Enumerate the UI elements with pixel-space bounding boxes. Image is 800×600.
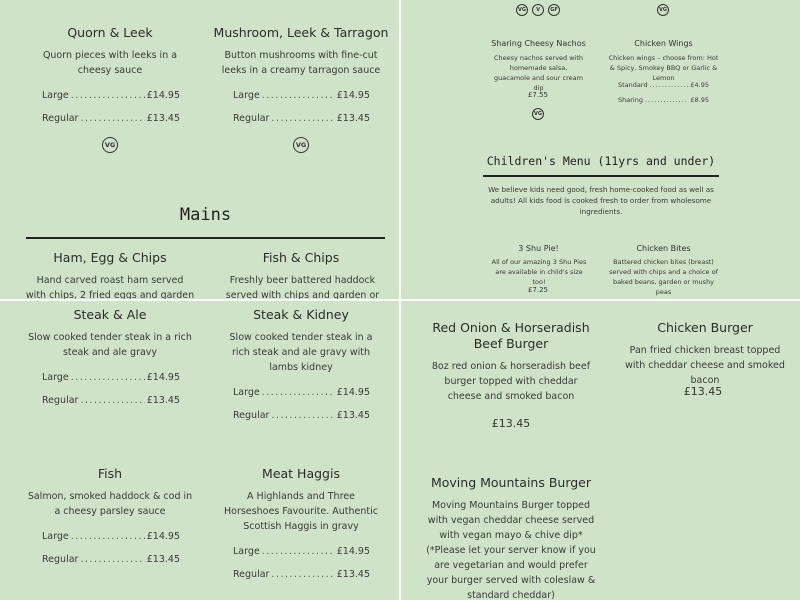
size-label: Large	[42, 531, 69, 542]
price-row-regular	[233, 410, 370, 421]
dish-desc-chicken-wings: Chicken wings – choose from: Hot & Spicy, Smokey BBQ or Garlic & Lemon	[608, 54, 719, 82]
dish-title-chicken-wings: Chicken Wings	[634, 39, 693, 48]
dish-desc-moving-mountains: Moving Mountains Burger topped with vegan cheddar cheese served with vegan mayo & chive dip* (*Please let your server know if you are vegetarian and would prefer your burger served with coleslaw & standard cheddar)	[426, 500, 596, 600]
price-value: £14.95	[146, 372, 180, 383]
price-chicken-burger: £13.45	[683, 385, 723, 398]
size-label: Large	[42, 372, 69, 383]
size-label: Large	[233, 387, 260, 398]
size-label: Large	[42, 90, 69, 101]
dish-desc-quorn-leek: Quorn pieces with leeks in a cheesy sauce	[42, 50, 178, 76]
size-label: Regular	[42, 395, 79, 406]
dot-leader	[262, 90, 335, 101]
kids-intro: We believe kids need good, fresh home-cooked food as well as adults! All kids food is cooked fresh to order from wholesome ingredients.	[488, 185, 714, 216]
price-row-large	[42, 372, 180, 383]
dish-title-moving-mountains: Moving Mountains Burger	[430, 475, 592, 490]
size-label: Regular	[233, 410, 270, 421]
price-value: £13.45	[336, 569, 370, 580]
vegetarian-badge-icon: VG	[516, 4, 528, 16]
dish-title-ham-egg-chips: Ham, Egg & Chips	[53, 250, 167, 265]
gluten-free-badge-icon: GF	[548, 4, 560, 16]
size-label: Large	[233, 546, 260, 557]
dot-leader	[271, 410, 334, 421]
dot-leader	[271, 569, 334, 580]
dot-leader	[71, 531, 145, 542]
price-row-large	[233, 546, 370, 557]
dish-title-steak-kidney: Steak & Kidney	[253, 307, 349, 322]
price-row-regular	[233, 569, 370, 580]
dot-leader	[645, 96, 688, 104]
price-row-sharing	[618, 96, 709, 104]
section-divider	[26, 237, 385, 239]
dish-desc-steak-kidney: Slow cooked tender steak in a rich steak and ale gravy with lambs kidney	[229, 332, 373, 373]
panel-pies-bottom	[0, 301, 399, 600]
size-label: Regular	[42, 113, 79, 124]
dot-leader	[271, 113, 334, 124]
vegetarian-badge-icon: VG	[532, 108, 544, 120]
price-value: £14.95	[336, 387, 370, 398]
price-shu-pie: £7.25	[527, 286, 549, 294]
size-label: Regular	[233, 569, 270, 580]
panel-pies-top	[0, 0, 399, 299]
size-label: Regular	[233, 113, 270, 124]
panel-starters-kids	[401, 0, 800, 299]
vegetarian-badge-icon: VG	[657, 4, 669, 16]
dish-desc-fish-chips: Freshly beer battered haddock served with chips and garden or	[225, 275, 380, 299]
vegetarian-badge-icon: VG	[293, 137, 309, 153]
price-value: £13.45	[146, 113, 180, 124]
size-label: Large	[233, 90, 260, 101]
size-label: Standard	[618, 81, 648, 89]
price-value: £13.45	[336, 410, 370, 421]
price-row-regular	[42, 113, 180, 124]
dot-leader	[80, 395, 144, 406]
section-divider	[483, 175, 719, 177]
dish-title-chicken-burger: Chicken Burger	[657, 320, 753, 335]
dish-title-meat-haggis: Meat Haggis	[262, 466, 340, 481]
price-value: £8.95	[690, 96, 709, 104]
dish-desc-shu-pie: All of our amazing 3 Shu Pies are available in child's size too!	[491, 258, 587, 286]
dish-title-mushroom-leek: Mushroom, Leek & Tarragon	[213, 25, 389, 40]
price-value: £14.95	[336, 90, 370, 101]
price-row-large	[233, 387, 370, 398]
section-title-kids: Children's Menu (11yrs and under)	[486, 154, 716, 168]
dish-title-steak-ale: Steak & Ale	[73, 307, 147, 322]
price-nachos: £7.55	[527, 91, 549, 99]
price-row-large	[42, 90, 180, 101]
price-row-large	[233, 90, 370, 101]
dish-title-chicken-bites: Chicken Bites	[636, 244, 691, 253]
price-value: £14.95	[336, 546, 370, 557]
dish-desc-mushroom-leek: Button mushrooms with fine-cut leeks in a creamy tarragon sauce	[221, 50, 381, 76]
price-row-regular	[233, 113, 370, 124]
dot-leader	[262, 387, 335, 398]
dish-title-quorn-leek: Quorn & Leek	[67, 25, 153, 40]
panel-burgers	[401, 301, 800, 600]
price-value: £13.45	[146, 554, 180, 565]
dot-leader	[71, 372, 145, 383]
price-value: £14.95	[146, 531, 180, 542]
dish-desc-meat-haggis: A Highlands and Three Horseshoes Favourite. Authentic Scottish Haggis in gravy	[224, 491, 378, 532]
price-row-large	[42, 531, 180, 542]
dish-desc-ham-egg-chips: Hand carved roast ham served with chips, 2 fried eggs and garden	[25, 275, 195, 299]
dish-title-fish: Fish	[97, 466, 123, 481]
vegetarian-badge-icon: VG	[102, 137, 118, 153]
dish-desc-fish: Salmon, smoked haddock & cod in a cheesy parsley sauce	[27, 491, 193, 517]
dot-leader	[262, 546, 335, 557]
dish-title-nachos: Sharing Cheesy Nachos	[491, 39, 586, 48]
dish-desc-nachos: Cheesy nachos served with homemade salsa, guacamole and sour cream dip	[493, 54, 584, 92]
price-value: £4.95	[690, 81, 709, 89]
dish-title-shu-pie: 3 Shu Pie!	[518, 244, 559, 253]
dish-title-red-onion-burger: Red Onion & Horseradish Beef Burger	[432, 320, 590, 351]
dish-title-fish-chips: Fish & Chips	[262, 250, 340, 265]
price-value: £13.45	[336, 113, 370, 124]
dot-leader	[71, 90, 145, 101]
size-label: Sharing	[618, 96, 643, 104]
size-label: Regular	[42, 554, 79, 565]
vegan-badge-icon: V	[532, 4, 544, 16]
price-value: £13.45	[146, 395, 180, 406]
dot-leader	[80, 113, 144, 124]
dot-leader	[80, 554, 144, 565]
dietary-badges	[516, 4, 560, 16]
dot-leader	[650, 81, 689, 89]
dish-desc-chicken-bites: Battered chicken bites (breast) served with chips and a choice of baked beans, garden or mushy peas	[609, 258, 718, 296]
dish-desc-red-onion-burger: 8oz red onion & horseradish beef burger topped with cheddar cheese and smoked bacon	[431, 361, 591, 402]
price-row-regular	[42, 395, 180, 406]
section-title-mains: Mains	[179, 205, 232, 225]
dish-desc-steak-ale: Slow cooked tender steak in a rich steak and ale gravy	[28, 332, 192, 358]
dish-desc-chicken-burger: Pan fried chicken breast topped with cheddar cheese and smoked bacon	[625, 345, 785, 386]
price-red-onion-burger: £13.45	[491, 417, 531, 430]
price-row-standard	[618, 81, 709, 89]
price-row-regular	[42, 554, 180, 565]
price-value: £14.95	[146, 90, 180, 101]
